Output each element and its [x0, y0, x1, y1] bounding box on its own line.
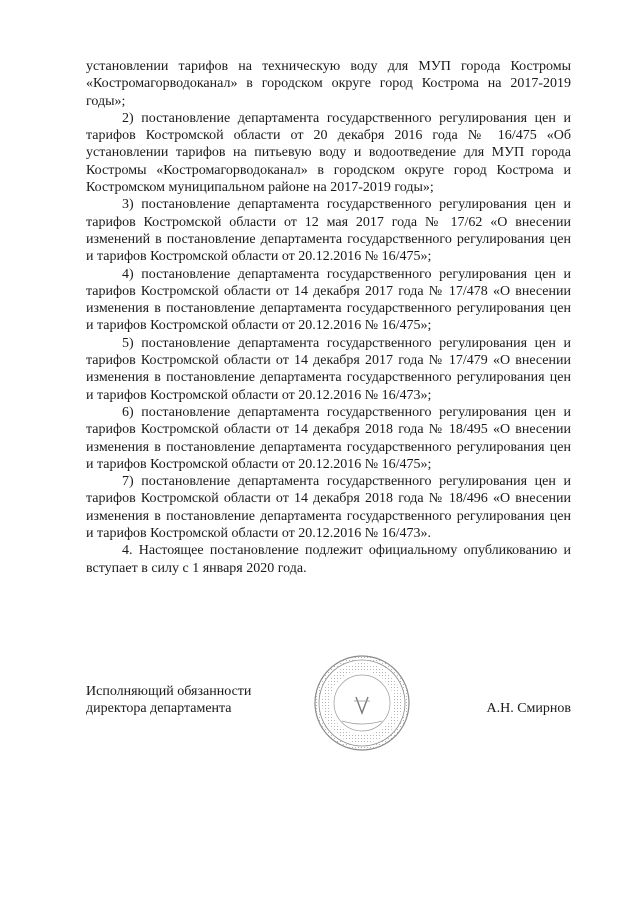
signatory-name: А.Н. Смирнов: [486, 701, 571, 716]
paragraph-item-4: 4) постановление департамента государственного регулирования цен и тарифов Костромской области от 14 декабря 2017 года № 17/478 «О внесении изменения в постановление департамента государственного регулирования цен и тарифов Костромской области от 20.12.2016 № 16/475»;: [86, 266, 571, 334]
paragraph-continuation: установлении тарифов на техническую воду для МУП города Костромы «Костромагорводоканал» в городском округе город Кострома на 2017-2019 годы»;: [86, 59, 571, 109]
signatory-position-line2: директора департамента: [86, 701, 232, 717]
document-body: [86, 58, 571, 577]
paragraph-item-7: 7) постановление департамента государственного регулирования цен и тарифов Костромской области от 14 декабря 2018 года № 18/496 «О внесении изменения в постановление департамента государственного регулирования цен и тарифов Костромской области от 20.12.2016 № 16/473».: [86, 474, 571, 542]
seal-middle-ring: [319, 660, 405, 746]
seal-emblem: [356, 697, 368, 713]
signature-stroke: [342, 721, 382, 724]
seal-text-ring: [317, 658, 407, 748]
signature-block: [86, 683, 571, 773]
paragraph-clause-4: 4. Настоящее постановление подлежит официальному опубликованию и вступает в силу с 1 января 2020 года.: [86, 543, 571, 576]
paragraph-item-2: 2) постановление департамента государственного регулирования цен и тарифов Костромской области от 20 декабря 2016 года № 16/475 «Об установлении тарифов на питьевую воду и водоотведение для МУП города Костромы «Костромагорводоканал» в городском округе город Кострома и Костромском муниципальном районе на 2017-2019 годы»;: [86, 110, 571, 196]
paragraph-item-5: 5) постановление департамента государственного регулирования цен и тарифов Костромской области от 14 декабря 2017 года № 17/479 «О внесении изменения в постановление департамента государственного регулирования цен и тарифов Костромской области от 20.12.2016 № 16/473»;: [86, 335, 571, 403]
paragraph-item-6: 6) постановление департамента государственного регулирования цен и тарифов Костромской области от 14 декабря 2018 года № 18/495 «О внесении изменения в постановление департамента государственного регулирования цен и тарифов Костромской области от 20.12.2016 № 16/475»;: [86, 404, 571, 472]
signatory-position: [86, 683, 251, 718]
paragraph-item-3: 3) постановление департамента государственного регулирования цен и тарифов Костромской области от 12 мая 2017 года № 17/62 «О внесении изменений в постановление департамента государственного регулирования цен и тарифов Костромской области от 20.12.2016 № 16/475»;: [86, 197, 571, 265]
seal-inner-ring: [334, 675, 390, 731]
signatory-position-line1: Исполняющий обязанности: [86, 684, 252, 699]
seal-hatched-band: [326, 667, 398, 739]
official-seal-stamp: [312, 653, 412, 753]
